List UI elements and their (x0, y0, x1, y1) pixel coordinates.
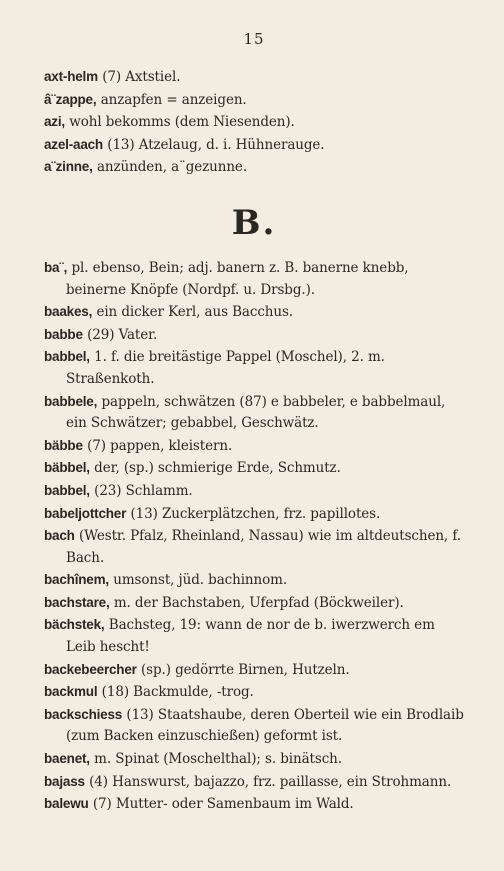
dictionary-entry (44, 480, 464, 503)
headword: baakes, (44, 304, 93, 320)
headword: azi, (44, 114, 65, 130)
dictionary-entry (44, 525, 464, 569)
dictionary-entry (44, 614, 464, 658)
dictionary-entry (44, 503, 464, 526)
definition: m. der Bachstaben, Uferpfad (Böckweiler). (113, 594, 404, 611)
headword: a¨zinne, (44, 159, 93, 175)
entries-after (44, 257, 464, 816)
definition: (13) Staatshaube, deren Oberteil wie ein Brodlaib (zum Backen einzuschießen) geformt ist. (66, 706, 464, 745)
headword: axt-helm (44, 69, 98, 84)
definition: ein dicker Kerl, aus Bacchus. (96, 304, 293, 321)
dictionary-entry (44, 659, 464, 682)
definition: wohl bekomms (dem Niesenden). (69, 114, 295, 131)
dictionary-entry (44, 457, 464, 480)
headword: baenet, (44, 751, 90, 767)
definition: der, (sp.) schmierige Erde, Schmutz. (94, 460, 341, 477)
dictionary-entry (44, 771, 464, 794)
definition: pl. ebenso, Bein; adj. banern z. B. banerne knebb, beinerne Knöpfe (Nordpf. u. Drsbg.). (66, 259, 409, 298)
headword: balewu (44, 796, 89, 812)
headword: bachînem, (44, 572, 109, 588)
dictionary-entry (44, 111, 464, 134)
dictionary-entry (44, 156, 464, 179)
headword: backmul (44, 684, 98, 700)
definition: anzapfen = anzeigen. (100, 91, 247, 108)
dictionary-entry (44, 134, 464, 157)
page-number: 15 (243, 30, 265, 48)
definition: m. Spinat (Moschelthal); s. binätsch. (94, 751, 342, 768)
definition: (Westr. Pfalz, Rheinland, Nassau) wie im altdeutschen, f. Bach. (66, 528, 461, 566)
headword: babeljottcher (44, 505, 127, 521)
dictionary-entry (44, 324, 464, 347)
headword: â¨zappe, (44, 91, 97, 107)
section-letter-heading: B. (231, 202, 277, 243)
headword: babbel, (44, 349, 90, 365)
dictionary-entry (44, 346, 464, 390)
dictionary-entry (44, 257, 464, 301)
dictionary-entry (44, 391, 464, 435)
headword: ba¨, (44, 259, 68, 275)
dictionary-entry (44, 793, 464, 816)
definition: pappeln, schwätzen (87) e babbeler, e babbelmaul, ein Schwätzer; gebabbel, Geschwätz. (66, 393, 446, 432)
headword: bajass (44, 773, 85, 789)
dictionary-entry (44, 66, 464, 89)
dictionary-entry (44, 592, 464, 615)
definition: (18) Backmulde, -trog. (101, 684, 254, 701)
headword: babbe (44, 326, 83, 342)
headword: backschiess (44, 706, 123, 722)
headword: bäbbel, (44, 460, 90, 476)
headword: bach (44, 528, 75, 544)
definition: Bachsteg, 19: wann de nor de b. iwerzwerch em Leib hescht! (66, 617, 435, 656)
definition: umsonst, jüd. bachinnom. (113, 572, 288, 589)
dictionary-entry (44, 301, 464, 324)
dictionary-entry (44, 704, 464, 748)
dictionary-entry (44, 681, 464, 704)
definition: (4) Hanswurst, bajazzo, frz. paillasse, ein Strohmann. (89, 773, 452, 790)
headword: bachstare, (44, 594, 110, 610)
entries-before (44, 66, 464, 179)
dictionary-entry (44, 569, 464, 592)
definition: (13) Zuckerplätzchen, frz. papillotes. (130, 505, 381, 522)
headword: bäbbe (44, 437, 83, 453)
headword: azel-aach (44, 136, 103, 152)
definition: 1. f. die breitästige Pappel (Moschel), 2. m. Straßenkoth. (66, 349, 385, 387)
dictionary-entry (44, 89, 464, 112)
definition: (29) Vater. (87, 326, 158, 343)
headword: babbele, (44, 393, 98, 409)
definition: (13) Atzelaug, d. i. Hühnerauge. (107, 136, 325, 153)
headword: backebeercher (44, 661, 137, 677)
definition: (7) Axtstiel. (102, 69, 181, 85)
definition: (23) Schlamm. (94, 482, 193, 499)
definition: anzünden, a¨gezunne. (96, 159, 248, 176)
definition: (7) Mutter- oder Samenbaum im Wald. (92, 796, 354, 813)
definition: (sp.) gedörrte Birnen, Hutzeln. (141, 661, 350, 678)
dictionary-entry (44, 435, 464, 458)
dictionary-entry (44, 748, 464, 771)
headword: bächstek, (44, 617, 105, 633)
definition: (7) pappen, kleistern. (87, 437, 233, 454)
headword: babbel, (44, 482, 90, 498)
